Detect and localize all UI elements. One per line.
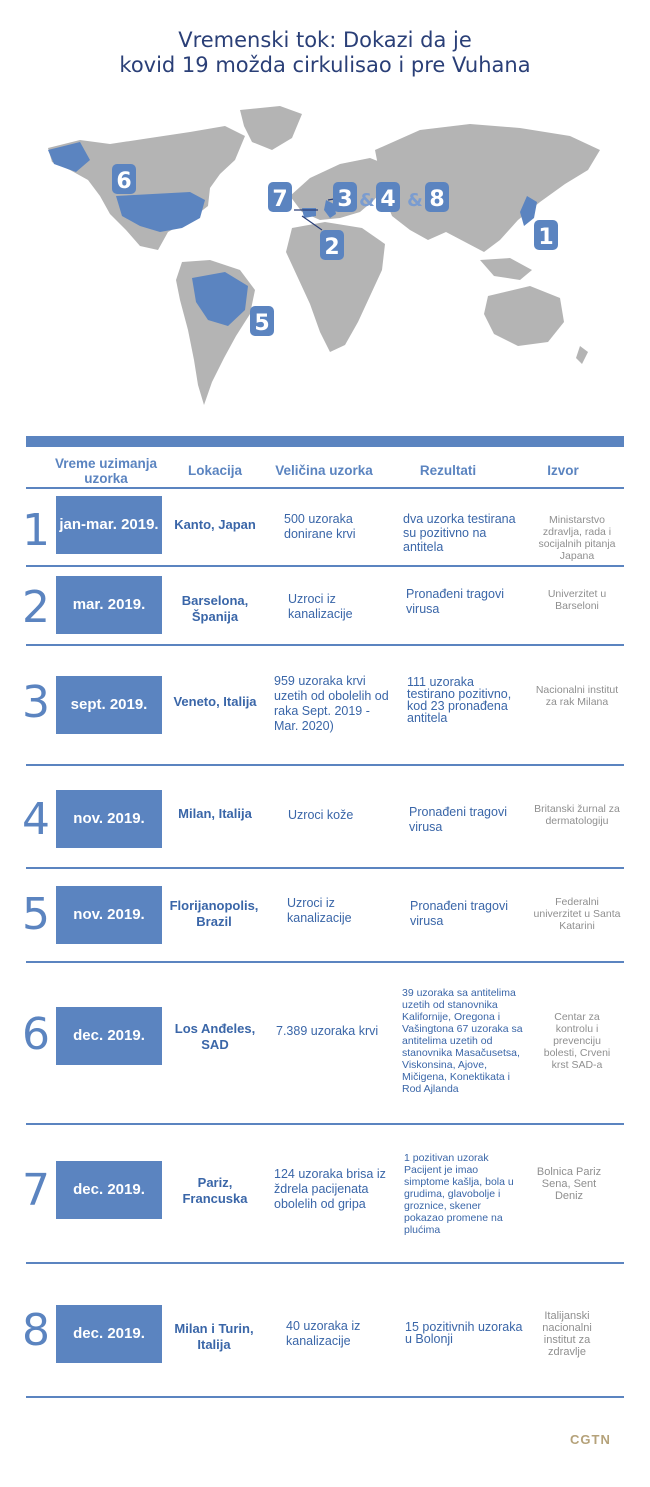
map-marker-8: 8 xyxy=(429,187,445,212)
source-cell: Bolnica Pariz Sena, Sent Deniz xyxy=(536,1166,602,1202)
sample-size-cell: 7.389 uzoraka krvi xyxy=(276,1024,379,1038)
row-number: 7 xyxy=(22,1165,50,1216)
header-location: Lokacija xyxy=(187,463,243,478)
row-divider xyxy=(26,1123,624,1125)
map-marker-4: 4 xyxy=(380,187,396,212)
date-box: mar. 2019. xyxy=(56,576,162,634)
sample-size-cell: 124 uzoraka brisa iz ždrela pacijenata obolelih od gripa xyxy=(274,1167,386,1211)
map-australia xyxy=(484,286,564,346)
map-sea-islands xyxy=(480,258,532,280)
results-cell: dva uzorka testirana su pozitivno na antitela xyxy=(403,512,516,554)
map-greenland xyxy=(240,106,302,150)
row-number: 2 xyxy=(22,582,50,633)
date-box: sept. 2019. xyxy=(56,676,162,734)
source-cell: Nacionalni institut za rak Milana xyxy=(535,684,619,708)
map-ampersand: & xyxy=(359,190,375,211)
source-cell: Federalni univerzitet u Santa Katarini xyxy=(533,896,621,932)
results-cell: Pronađeni tragovi virusa xyxy=(406,587,504,616)
row-number: 3 xyxy=(22,677,50,728)
source-cell: Centar za kontrolu i prevenciju bolesti, Crveni krst SAD-a xyxy=(543,1011,611,1071)
header-source: Izvor xyxy=(547,463,579,478)
date-box: dec. 2019. xyxy=(56,1007,162,1065)
row-divider xyxy=(26,487,624,489)
location-cell: Barselona, Španija xyxy=(181,593,249,624)
source-cell: Univerzitet u Barseloni xyxy=(547,588,607,612)
row-divider xyxy=(26,867,624,869)
row-divider xyxy=(26,565,624,567)
sample-size-cell: 500 uzoraka donirane krvi xyxy=(284,512,356,541)
source-cell: Ministarstvo zdravlja, rada i socijalnih pitanja Japana xyxy=(538,514,616,562)
header-time: Vreme uzimanja uzorka xyxy=(54,456,158,486)
map-asia xyxy=(375,124,600,252)
map-marker-3: 3 xyxy=(337,187,353,212)
map-ampersand: & xyxy=(407,190,423,211)
row-divider xyxy=(26,1262,624,1264)
row-number: 5 xyxy=(22,889,50,940)
sample-size-cell: 40 uzoraka iz kanalizacije xyxy=(286,1319,361,1348)
title-line-2: kovid 19 možda cirkulisao i pre Vuhana xyxy=(119,53,531,77)
map-marker-7: 7 xyxy=(272,187,288,212)
row-divider xyxy=(26,644,624,646)
date-box: dec. 2019. xyxy=(56,1161,162,1219)
map-marker-1: 1 xyxy=(538,225,554,250)
date-box: dec. 2019. xyxy=(56,1305,162,1363)
page-title xyxy=(0,28,650,78)
sample-size-cell: Uzroci kože xyxy=(288,808,354,822)
source-cell: Italijanski nacionalni institut za zdravlje xyxy=(542,1310,592,1358)
sample-size-cell: 959 uzoraka krvi uzetih od obolelih od raka Sept. 2019 - Mar. 2020) xyxy=(274,674,389,733)
world-map xyxy=(40,100,620,420)
results-cell: 39 uzoraka sa antitelima uzetih od stanovnika Kalifornije, Oregona i Vašingtona 67 uzoraka sa antitelima uzetih od stanovnika Masačusetsa, Viskonsina, Ajove, Mičigena, Konektikata i Rod Ajlanda xyxy=(402,987,523,1095)
sample-size-cell: Uzroci iz kanalizacije xyxy=(287,896,352,925)
location-cell: Veneto, Italija xyxy=(173,694,257,709)
source-cell: Britanski žurnal za dermatologiju xyxy=(534,803,620,827)
date-box: nov. 2019. xyxy=(56,886,162,944)
date-box: jan-mar. 2019. xyxy=(56,496,162,554)
row-number: 4 xyxy=(22,794,50,845)
location-cell: Los Anđeles, SAD xyxy=(174,1021,256,1052)
map-new-zealand xyxy=(576,346,588,364)
row-divider xyxy=(26,764,624,766)
location-cell: Pariz, Francuska xyxy=(182,1175,248,1206)
row-divider xyxy=(26,1396,624,1398)
results-cell: Pronađeni tragovi virusa xyxy=(410,899,508,928)
title-line-1: Vremenski tok: Dokazi da je xyxy=(178,28,472,52)
sample-size-cell: Uzroci iz kanalizacije xyxy=(288,592,353,621)
cgtn-logo: CGTN xyxy=(570,1432,611,1447)
results-cell: 1 pozitivan uzorak Pacijent je imao simptome kašlja, bola u grudima, glavobolje i groznice, skener pokazao promene na plućima xyxy=(404,1152,514,1236)
table-header-bar xyxy=(26,436,624,447)
row-number: 8 xyxy=(22,1305,50,1356)
row-number: 1 xyxy=(22,505,50,556)
header-results: Rezultati xyxy=(419,463,477,478)
row-number: 6 xyxy=(22,1009,50,1060)
row-divider xyxy=(26,961,624,963)
map-marker-6: 6 xyxy=(116,169,132,194)
results-cell: 111 uzoraka testirano pozitivno, kod 23 pronađena antitela xyxy=(407,675,512,725)
date-box: nov. 2019. xyxy=(56,790,162,848)
map-marker-5: 5 xyxy=(254,311,270,336)
location-cell: Kanto, Japan xyxy=(174,517,256,532)
location-cell: Florijanopolis, Brazil xyxy=(169,898,259,929)
results-cell: Pronađeni tragovi virusa xyxy=(409,805,507,834)
location-cell: Milan, Italija xyxy=(178,806,252,821)
map-marker-2: 2 xyxy=(324,235,340,260)
location-cell: Milan i Turin, Italija xyxy=(174,1321,254,1352)
results-cell: 15 pozitivnih uzoraka u Bolonji xyxy=(405,1320,523,1346)
header-size: Veličina uzorka xyxy=(275,463,373,478)
